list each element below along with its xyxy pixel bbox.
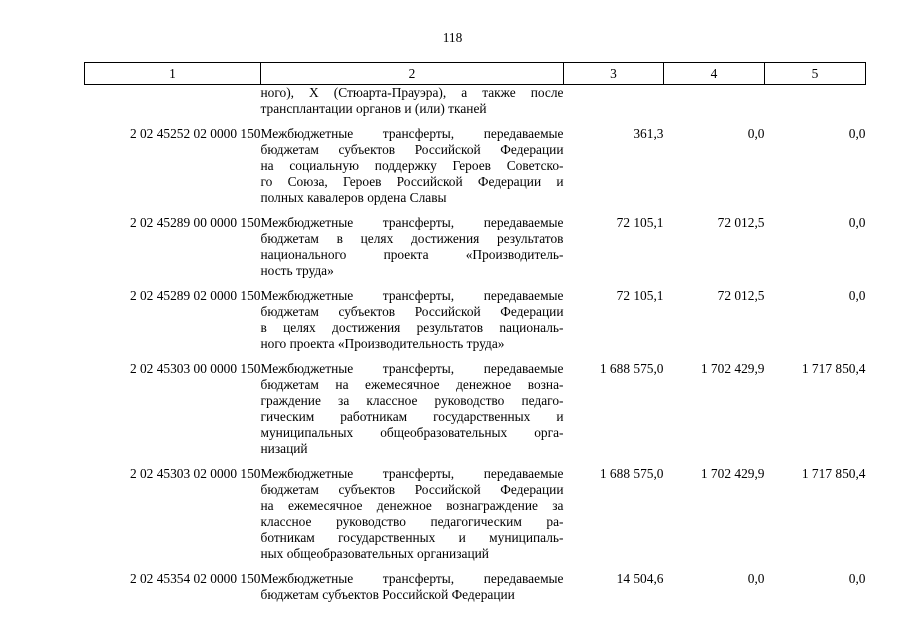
column-header-4: 4 — [664, 63, 765, 85]
description-line: трансплантации органов и (или) тканей — [260, 101, 487, 116]
table-row — [85, 571, 866, 612]
amount-col-5-cell: 1 717 850,4 — [801, 466, 866, 481]
page-number: 118 — [442, 30, 463, 45]
amount-col-4-cell: 1 702 429,9 — [700, 466, 765, 481]
table-row — [85, 215, 866, 288]
description-line: на социальную поддержку Героев Советско- — [260, 158, 564, 173]
description-line: ных общеобразовательных организаций — [260, 546, 489, 561]
description-line: Межбюджетные трансферты, передаваемые — [260, 466, 564, 481]
description-cell — [261, 126, 564, 215]
amount-col-4-cell: 0,0 — [747, 126, 765, 141]
description-line: бюджетам субъектов Российской Федерации — [260, 482, 564, 497]
amount-col-5-cell: 0,0 — [848, 215, 866, 230]
description-line: бюджетам на ежемесячное денежное возна- — [260, 377, 564, 392]
description-line: ного), Х (Стюарта-Прауэра), а также после — [260, 85, 564, 100]
budget-code-cell — [85, 85, 261, 127]
table-row — [85, 361, 866, 466]
description-line: Межбюджетные трансферты, передаваемые — [260, 571, 564, 586]
table-header-row — [85, 63, 866, 85]
budget-code-cell: 2 02 45303 02 0000 150 — [129, 466, 261, 481]
amount-col-3-cell: 1 688 575,0 — [599, 466, 664, 481]
table-row — [85, 126, 866, 215]
column-header-5: 5 — [765, 63, 866, 85]
description-line: муниципальных общеобразовательных орга- — [260, 425, 564, 440]
column-header-3: 3 — [564, 63, 664, 85]
description-line: Межбюджетные трансферты, передаваемые — [260, 126, 564, 141]
budget-code-cell: 2 02 45252 02 0000 150 — [129, 126, 261, 141]
description-line: ного проекта «Производительность труда» — [260, 336, 505, 351]
amount-col-4-cell: 0,0 — [747, 571, 765, 586]
table-row — [85, 466, 866, 571]
description-line: го Союза, Героев Российской Федерации и — [260, 174, 564, 189]
description-line: полных кавалеров ордена Славы — [260, 190, 447, 205]
description-line: Межбюджетные трансферты, передаваемые — [260, 215, 564, 230]
column-header-1: 1 — [85, 63, 261, 85]
amount-col-4-cell: 1 702 429,9 — [700, 361, 765, 376]
amount-col-5-cell — [765, 85, 866, 127]
description-cell — [261, 288, 564, 361]
description-line: бюджетам в целях достижения результатов — [260, 231, 564, 246]
description-line: на ежемесячное денежное вознаграждение за — [260, 498, 564, 513]
description-cell — [261, 571, 564, 612]
budget-code-cell: 2 02 45303 00 0000 150 — [129, 361, 261, 376]
table-row — [85, 288, 866, 361]
description-line: Межбюджетные трансферты, передаваемые — [260, 288, 564, 303]
description-line: низаций — [260, 441, 308, 456]
description-line: ность труда» — [260, 263, 334, 278]
description-line: Межбюджетные трансферты, передаваемые — [260, 361, 564, 376]
budget-code-cell: 2 02 45289 02 0000 150 — [129, 288, 261, 303]
column-header-2: 2 — [261, 63, 564, 85]
amount-col-5-cell: 0,0 — [848, 126, 866, 141]
amount-col-5-cell: 1 717 850,4 — [801, 361, 866, 376]
amount-col-5-cell: 0,0 — [848, 288, 866, 303]
description-line: национального проекта «Производитель- — [260, 247, 564, 262]
description-cell — [261, 85, 564, 127]
table-body — [85, 85, 866, 613]
amount-col-5-cell: 0,0 — [848, 571, 866, 586]
amount-col-3-cell — [564, 85, 664, 127]
budget-table — [84, 62, 866, 612]
amount-col-3-cell: 72 105,1 — [616, 288, 664, 303]
description-line: бюджетам субъектов Российской Федерации — [260, 142, 564, 157]
amount-col-4-cell — [664, 85, 765, 127]
budget-code-cell: 2 02 45354 02 0000 150 — [129, 571, 261, 586]
description-cell — [261, 466, 564, 571]
description-line: граждение за классное руководство педаго- — [260, 393, 564, 408]
amount-col-3-cell: 1 688 575,0 — [599, 361, 664, 376]
description-cell — [261, 215, 564, 288]
amount-col-4-cell: 72 012,5 — [717, 288, 765, 303]
amount-col-3-cell: 361,3 — [633, 126, 664, 141]
description-line: бюджетам субъектов Российской Федерации — [260, 587, 515, 602]
table-row — [85, 85, 866, 127]
description-line: классное руководство педагогическим ра- — [260, 514, 564, 529]
description-line: ботникам государственных и муниципаль- — [260, 530, 564, 545]
description-line: бюджетам субъектов Российской Федерации — [260, 304, 564, 319]
description-line: гическим работникам государственных и — [260, 409, 564, 424]
description-cell — [261, 361, 564, 466]
amount-col-3-cell: 72 105,1 — [616, 215, 664, 230]
amount-col-4-cell: 72 012,5 — [717, 215, 765, 230]
amount-col-3-cell: 14 504,6 — [616, 571, 664, 586]
description-line: в целях достижения результатов nациональ- — [260, 320, 564, 335]
budget-code-cell: 2 02 45289 00 0000 150 — [129, 215, 261, 230]
